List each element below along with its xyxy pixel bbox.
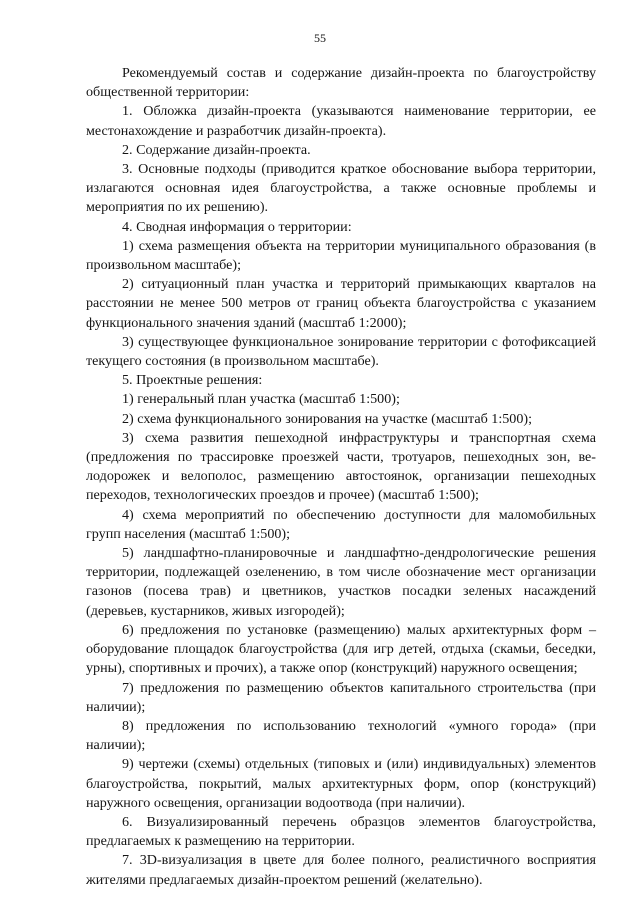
list-item: 3. Основные подходы (приводится краткое обоснование выбора территории, излагаются основная идея благоустройства, а также основные проблемы и мероприятия по их решению). bbox=[86, 161, 596, 216]
list-item: 9) чертежи (схемы) отдельных (типовых и (или) индивидуальных) элементов благоустройства, покрытий, малых архитектурных форм, опор (конструкций) наружного освещения, организации водоотвода (при наличии). bbox=[86, 756, 596, 811]
list-item: 7) предложения по размещению объектов капитального строительства (при наличии); bbox=[86, 679, 596, 715]
list-item: 2) ситуационный план участка и территорий примыкающих кварталов на расстоянии не менее 500 метров от границ объекта благоустройства с указанием функционального значения зданий (масштаб 1:2000); bbox=[86, 276, 596, 331]
list-item: 8) предложения по использованию технологий «умного города» (при наличии); bbox=[86, 717, 596, 754]
section-heading: 4. Сводная информация о территории: bbox=[122, 218, 352, 235]
list-item: 6. Визуализированный перечень образцов элементов благоустройства, предлагаемых к размещению на территории. bbox=[86, 813, 596, 850]
page-number: 55 bbox=[314, 31, 326, 45]
section-heading: 5. Проектные решения: bbox=[122, 372, 263, 389]
list-item: 5) ландшафтно-планировочные и ландшафтно-дендрологические решения территории, подлежащей озеленению, в том числе обозначение мест организации газонов (посева трав) и цветников, участков посадки зеленых насаждений (деревьев, кустарников, живых изгородей); bbox=[86, 545, 596, 619]
list-item: 3) существующее функциональное зонирование территории с фотофиксацией текущего состояния (в произвольном масштабе). bbox=[86, 333, 596, 370]
list-item: 1) схема размещения объекта на территории муниципального образования (в произвольном масштабе); bbox=[86, 237, 596, 274]
intro-paragraph: Рекомендуемый состав и содержание дизайн-проекта по благоустройству общественной территории: bbox=[86, 65, 596, 101]
list-item: 7. 3D-визуализация в цвете для более полного, реалистичного восприятия жителями предлагаемых дизайн-проектом решений (желательно). bbox=[86, 852, 596, 888]
list-item: 6) предложения по установке (размещению) малых архитектурных форм – оборудование площадок благоустройства (для игр детей, отдыха (скамьи, беседки, урны), спортивных и прочих), а также опор (конструкций) наружного освещения; bbox=[86, 621, 596, 677]
list-item: 3) схема развития пешеходной инфраструктуры и транспортная схема (предложения по трассировке проезжей части, тротуаров, пешеходных зон, велодорожек и велополос, размещению автостоянок, организации пешеходных переходов, технологических проездов и прочее) (масштаб 1:500); bbox=[86, 429, 596, 504]
list-item: 1. Обложка дизайн-проекта (указываются наименование территории, ее местонахождение и разработчик дизайн-проекта). bbox=[86, 103, 596, 139]
list-item: 2) схема функционального зонирования на участке (масштаб 1:500); bbox=[122, 410, 533, 427]
document-body bbox=[86, 64, 596, 890]
list-item: 4) схема мероприятий по обеспечению доступности для маломобильных групп населения (масштаб 1:500); bbox=[86, 506, 596, 542]
list-item: 2. Содержание дизайн-проекта. bbox=[122, 141, 311, 158]
list-item: 1) генеральный план участка (масштаб 1:500); bbox=[122, 391, 400, 408]
